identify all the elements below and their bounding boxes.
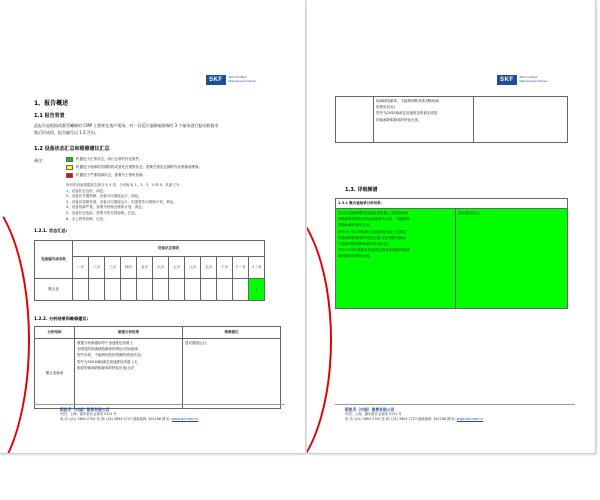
document-page-1 (0, 0, 306, 454)
row-equipment-name: 聚合釜 (35, 279, 73, 301)
table-row (35, 279, 265, 301)
table-row (336, 97, 568, 143)
list-item: 5、设备状态危险，需要尽快安排检修，红色。 (66, 210, 139, 215)
logo-line-2: Maintenance Partner (228, 79, 257, 83)
result-line: 无明显的轴承缺陷频率的特征出现(轴承 (77, 347, 138, 352)
table-cell (121, 279, 137, 301)
section-1-3-heading: 1.3. 详细频谱 (345, 187, 378, 193)
yellow-swatch (66, 165, 73, 170)
table-cell (89, 279, 105, 301)
status-summary-table (34, 240, 265, 301)
red-swatch (66, 173, 73, 178)
result-line: 判断轴承的使用状况) (338, 223, 371, 228)
result-line: 缺陷频率的特征出现。 (338, 254, 373, 259)
continued-analysis-table (335, 96, 568, 143)
footer-contact (60, 417, 198, 422)
table-cell (137, 279, 153, 301)
list-item: 4、设备故障严重，需要尽快做出维修计划，黄色。 (66, 205, 146, 210)
footer-phone: 电 话: (21) 5894 2720 传 真: (21) 5894 2727 邮政编码: 201206 网 址: (60, 417, 172, 421)
background-line-2: 集后形成的，报告编号以 1 2 月份。 (34, 130, 99, 135)
green-advice-cell: 建议继续运行。 (456, 209, 568, 309)
green-swatch (66, 157, 73, 162)
list-item: 1、设备状态良好，绿色。 (66, 188, 107, 193)
legend-row-yellow (66, 165, 202, 170)
page-footer (60, 407, 198, 422)
list-item: 2、设备有早期故障，设备可以继续运行，绿色。 (66, 194, 142, 199)
legend-row-green (66, 157, 143, 162)
month-header: 九月 (201, 257, 217, 279)
month-header: 七月 (169, 257, 185, 279)
result-line: 不能辨辨的判断轴承的使用状况)。 (338, 242, 392, 247)
list-item: 6、无上停机检修，红色。 (66, 216, 107, 221)
advice-cell: 建议继续运行。 (183, 339, 281, 409)
logo-line-1: SKF Certified (519, 75, 538, 80)
legend-row-red (66, 173, 146, 178)
month-header: 八月 (185, 257, 201, 279)
result-line: 轴承缺陷频率，不能辨判断具体判断轴承 (376, 99, 439, 103)
table-cell (169, 279, 185, 301)
section-1-2-1-heading: 1.2.1. 状态汇总: (34, 228, 68, 233)
legend-label: 备注: (34, 158, 44, 163)
table-cell (185, 279, 201, 301)
table-cell (217, 279, 233, 301)
month-header: 五月 (137, 257, 153, 279)
section-1-1-text (34, 122, 294, 136)
subsection-heading: 1.3.1 聚合釜轴承分析结果： (336, 199, 568, 209)
month-header: 一月 (73, 257, 89, 279)
skf-logo-text (520, 76, 548, 84)
skf-logo (206, 75, 256, 85)
list-intro: 所有的设备根据状态被分为 5 类，分别标有 1、2、3、4 和 5，其意义为： (66, 183, 183, 187)
green-result-cell (336, 209, 456, 309)
table-row (35, 339, 281, 409)
skf-logo-mark: SKF (497, 75, 517, 85)
col-header-advice: 维修建议 (183, 327, 281, 339)
table-cell (474, 97, 568, 143)
row-bearing-name: 聚合釜轴承 (35, 339, 75, 409)
footer-company: 斯凯孚（中国）销售有限公司 (60, 407, 110, 412)
col-header-status-level: 设备状态等级 (73, 241, 265, 257)
footer-phone: 电 话: (21) 5894 2720 传 真: (21) 5894 2727 邮政编码: 201206 网 址: (345, 417, 457, 421)
status-cell-december: 1 (249, 279, 265, 301)
decorative-arc (307, 200, 332, 454)
table-cell (336, 97, 374, 143)
legend-text-yellow: 机器处于故障的初期阶段或者处在观察状态，需要在预应定期的作业维修前维修。 (76, 165, 202, 169)
month-header: 四月 (121, 257, 137, 279)
result-line: 型号为2052轴承在加速度包络谱无明显的轴承 (338, 248, 410, 253)
section-1-2-2-heading: 1.2.2. 分析结果和维修建议: (34, 316, 89, 321)
status-class-list (66, 183, 183, 222)
page-footer (345, 407, 483, 422)
decorative-arc (0, 190, 30, 454)
section-1-1-heading: 1.1 报告背景 (34, 113, 65, 119)
result-line: 的轴承缺陷频率的特征出现(无法判断该轴承 (338, 235, 406, 240)
col-header-analysis-structure: 分析结构 (35, 327, 75, 339)
footer-divider (335, 404, 575, 405)
result-line: 表过在轮频频谱和加速度包络谱上无明显轴承 (338, 211, 408, 215)
table-cell (153, 279, 169, 301)
result-line: 型号为 5521N轴承在加速度包络谱上无明显 (338, 229, 407, 234)
result-line: 明显的轴承缺陷频率的特征出现(无法 (77, 365, 135, 370)
result-line: 型号为5521N轴承在加速度包络谱上无 (77, 359, 138, 364)
table-row (336, 209, 568, 309)
report-title: 1、报告概述 (34, 100, 69, 107)
skf-logo (497, 75, 547, 85)
footer-contact (345, 417, 483, 422)
result-line: 的轴承缺陷频率的特征出现。 (376, 117, 422, 122)
skf-logo-mark: SKF (206, 75, 226, 85)
result-line: 型号为2052轴承在加速度包络谱无明显 (376, 111, 438, 116)
footer-address: 中国，上海，浦东新区金皇路 5311 号 (345, 412, 402, 416)
result-line: 的使用状况) (376, 105, 395, 110)
section-1-2-heading: 1.2 设备状态汇总和维修建议汇总 (34, 146, 110, 152)
month-header: 十月 (217, 257, 233, 279)
month-header: 十二月 (249, 257, 265, 279)
month-header: 二月 (89, 257, 105, 279)
footer-company: 斯凯孚（中国）销售有限公司 (345, 407, 395, 412)
month-header: 三月 (105, 257, 121, 279)
list-item: 3、设备有故障发展，设备可以继续运行，但需要作出维修计划，黄色。 (66, 199, 177, 204)
logo-line-2: Maintenance Partner (519, 79, 548, 83)
month-header: 六月 (153, 257, 169, 279)
analysis-table (34, 326, 281, 409)
footer-url[interactable]: www.skf.com.cn (171, 417, 199, 421)
result-line: 型号未知，不能辨别其的判断的使用状况) (77, 353, 142, 358)
footer-divider (34, 404, 284, 405)
legend-text-red: 机器处于严重故障状态，需要马上停机检修。 (76, 173, 146, 177)
col-header-spectrum-result: 频谱分析结果 (75, 327, 183, 339)
table-cell (201, 279, 217, 301)
document-page-2 (307, 0, 596, 454)
spectrum-result-cell (75, 339, 183, 409)
col-header-equipment: 设备编号或名称 (35, 241, 73, 279)
background-line-1: 此报告是根据成都雪曦峰的 CMP 工程师在客户现场，对一台反应釜解轴器端的 3 个轴承进行振动数据采 (34, 123, 219, 128)
logo-line-1: SKF Certified (228, 75, 247, 80)
bearing-analysis-table (335, 198, 568, 309)
continued-result-cell (374, 97, 474, 143)
table-cell (105, 279, 121, 301)
table-cell (233, 279, 249, 301)
skf-logo-text (229, 76, 257, 84)
result-line: 缺陷频率的特征出现(轴承型号未知，不能辨别 (338, 217, 410, 222)
legend-text-green: 机器处于正常状态，执行正常的作业维护。 (76, 157, 143, 161)
table-cell (73, 279, 89, 301)
footer-address: 中国，上海，浦东新区金皇路 5311 号 (60, 412, 117, 416)
footer-url[interactable]: www.skf.com.cn (456, 417, 484, 421)
month-header: 十一月 (233, 257, 249, 279)
result-line: 数据分析频谱和每个加速度包络谱上 (77, 341, 133, 345)
